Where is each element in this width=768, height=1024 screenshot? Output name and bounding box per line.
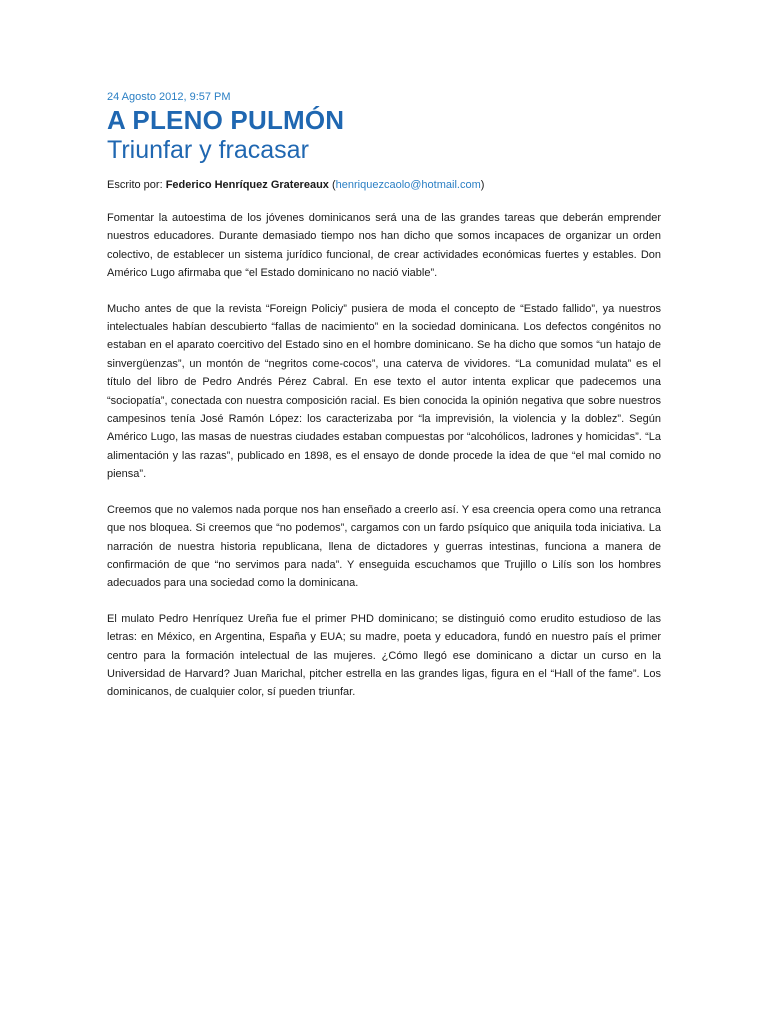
byline-open-paren: ( — [328, 179, 336, 191]
paragraph-2: Mucho antes de que la revista “Foreign Policiy” pusiera de moda el concepto de “Estado fallido”, ya nuestros intelectuales habían descubierto “fallas de nacimiento” en la sociedad dominicana. Los defectos congénitos no estaban en el aparato coercitivo del Estado sino en el hombre dominicano. Se ha dicho que somos “un hatajo de sinvergüenzas”, un montón de “negritos come-cocos”, una caterva de vividores. “La comunidad mulata” es el título del libro de Pedro Andrés Pérez Cabral. En ese texto el autor intenta explicar que padecemos una “sociopatía”, conectada con nuestra composición racial. Es bien conocida la opinión negativa que sobre nuestros campesinos tenía José Ramón López: los caracterizaba por “la imprevisión, la violencia y la doblez”. Según Américo Lugo, las masas de nuestras ciudades estaban compuestas por “alcohólicos, ladrones y homicidas”. “La alimentación y las razas”, publicado en 1898, es el ensayo de donde procede la idea de que “el mal comido no piensa”. — [107, 302, 661, 481]
byline-author: Federico Henríquez Gratereaux — [165, 179, 329, 191]
article-headline: A PLENO PULMÓN — [107, 105, 345, 135]
article-dateline: 24 Agosto 2012, 9:57 PM — [107, 91, 231, 103]
paragraph-3: Creemos que no valemos nada porque nos han enseñado a creerlo así. Y esa creencia opera como una retranca que nos bloquea. Si creemos que “no podemos”, cargamos con un fardo psíquico que aniquila toda iniciativa. La narración de nuestra historia republicana, llena de dictadores y guerras intestinas, funciona a manera de confirmación de que “no servimos para nada”. Y enseguida escuchamos que Trujillo o Lilís son los hombres adecuados para una sociedad como la dominicana. — [107, 503, 661, 590]
byline-close-paren: ) — [480, 179, 485, 191]
paragraph-1: Fomentar la autoestima de los jóvenes dominicanos será una de las grandes tareas que deberán emprender nuestros educadores. Durante demasiado tiempo nos han dicho que somos incapaces de organizar un orden colectivo, de establecer un sistema jurídico funcional, de crear actividades económicas fuertes y estables. Don Américo Lugo afirmaba que “el Estado dominicano no nació viable”. — [107, 212, 661, 280]
byline — [107, 178, 661, 192]
article — [107, 91, 661, 702]
article-subhead: Triunfar y fracasar — [107, 136, 309, 164]
paragraph-4: El mulato Pedro Henríquez Ureña fue el primer PHD dominicano; se distinguió como erudito estudioso de las letras: en México, en Argentina, España y EUA; su madre, poeta y educadora, fundó en nuestro país el primer centro para la formación intelectual de las mujeres. ¿Cómo llegó ese dominicano a dictar un curso en la Universidad de Harvard? Juan Marichal, pitcher estrella en las grandes ligas, figura en el “Hall of the fame”. Los dominicanos, de cualquier color, sí pueden triunfar. — [107, 612, 661, 699]
byline-email-link[interactable]: henriquezcaolo@hotmail.com — [335, 179, 481, 191]
byline-prefix: Escrito por: — [107, 179, 166, 191]
